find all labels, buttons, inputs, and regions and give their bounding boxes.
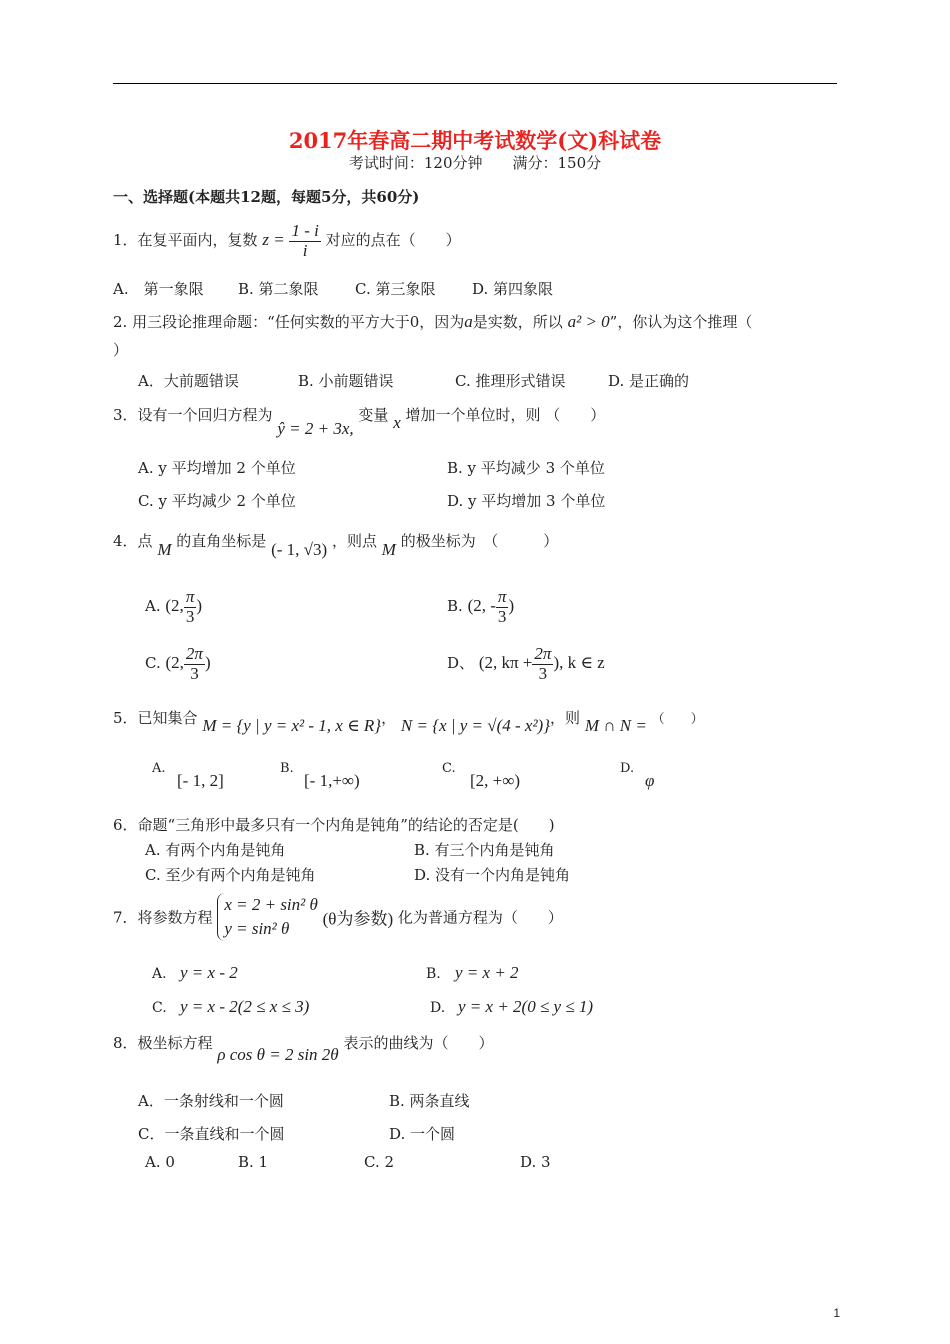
q8-option-b: B. 两条直线 xyxy=(389,1092,470,1110)
q4-c-pre: (2, xyxy=(165,653,184,673)
q4-c-den: 3 xyxy=(190,663,199,683)
question-4 xyxy=(113,530,559,559)
q4-d-post: ), k ∈ z xyxy=(553,653,605,673)
q7-option-c: y = x - 2(2 ≤ x ≤ 3) xyxy=(180,997,310,1016)
question-1 xyxy=(113,222,461,260)
q4-a-post: ) xyxy=(196,596,203,616)
section-heading: 一、选择题(本题共12题，每题5分，共60分) xyxy=(113,188,420,206)
q8-stem: 8．极坐标方程 xyxy=(113,1034,213,1052)
q5-label-a: A. xyxy=(152,761,166,776)
q1-option-c: C. 第三象限 xyxy=(355,280,436,298)
q2-option-d: D. 是正确的 xyxy=(608,372,690,390)
q4-stem: 4．点 xyxy=(113,532,153,550)
q4-c-num: 2π xyxy=(185,644,203,663)
q7-label-d: D. xyxy=(430,1000,446,1016)
q4-c-label: C. xyxy=(145,654,161,673)
q4-d-pre: (2, kπ + xyxy=(478,653,533,673)
q3-x: x xyxy=(393,413,401,432)
q5-paren: （ ） xyxy=(651,712,704,727)
q4-option-d xyxy=(447,645,605,683)
q4-b-post: ) xyxy=(508,596,515,616)
q1-tail: 对应的点在（ ） xyxy=(325,231,461,250)
q2-mid: 是实数，所以 xyxy=(472,313,563,331)
exam-subtitle: 考试时间：120分钟 满分：150分 xyxy=(348,154,602,172)
q2-stem: 2. 用三段论推理命题：“任何实数的平方大于0，因为 xyxy=(113,313,465,331)
q2-option-c: C. 推理形式错误 xyxy=(455,372,566,390)
extra-option-b: B. 1 xyxy=(238,1153,269,1171)
q2-option-a: A．大前题错误 xyxy=(138,372,239,390)
q7-label-a: A. xyxy=(152,966,167,982)
q1-option-b: B. 第二象限 xyxy=(238,280,319,298)
q5-intersection: M ∩ N = xyxy=(584,716,647,735)
q4-option-c xyxy=(145,645,211,683)
question-3 xyxy=(113,404,606,438)
question-6: 6．命题“三角形中最多只有一个内角是钝角”的结论的否定是( ) xyxy=(113,816,555,834)
q1-option-a: A. 第一象限 xyxy=(113,280,204,298)
q5-sep: ， xyxy=(381,709,397,727)
q2-continuation: ） xyxy=(113,341,129,359)
q7-option-b: y = x + 2 xyxy=(455,963,519,982)
q7-param: (θ为参数) xyxy=(322,909,394,929)
q4-c-frac xyxy=(184,645,205,683)
q4-c-post: ) xyxy=(204,653,211,673)
q8-option-c: C．一条直线和一个圆 xyxy=(138,1125,285,1143)
exam-title: 2017年春高二期中考试数学(文)科试卷 xyxy=(288,128,662,153)
q3-tail: 增加一个单位时，则 （ ） xyxy=(405,406,606,424)
q7-option-a: y = x - 2 xyxy=(180,963,238,982)
q8-option-d: D. 一个圆 xyxy=(389,1125,456,1143)
q5-stem: 5．已知集合 xyxy=(113,709,198,727)
q5-label-c: C. xyxy=(442,761,456,776)
q5-label-d: D. xyxy=(620,761,635,776)
q4-b-pre: (2, - xyxy=(467,596,496,616)
q7-system xyxy=(217,893,318,941)
q6-option-d: D. 没有一个内角是钝角 xyxy=(414,866,571,884)
q3-option-b: B. y 平均减少 3 个单位 xyxy=(447,459,605,477)
extra-option-c: C. 2 xyxy=(364,1153,395,1171)
q5-label-b: B. xyxy=(280,761,294,776)
q6-option-b: B. 有三个内角是钝角 xyxy=(414,841,555,859)
question-8 xyxy=(113,1032,494,1064)
extra-option-a: A. 0 xyxy=(145,1153,175,1171)
q7-stem: 7．将参数方程 xyxy=(113,908,213,927)
q4-d-label: D、 xyxy=(447,654,475,673)
q4-point-m: M xyxy=(157,540,172,559)
q7-label-b: B. xyxy=(426,966,441,982)
q4-mid2: ，则点 xyxy=(331,532,377,550)
q4-option-b xyxy=(447,588,514,626)
q5-sep2: ，则 xyxy=(550,709,581,727)
q5-option-a: [- 1, 2] xyxy=(177,771,224,790)
q1-den: i xyxy=(302,240,308,260)
q4-b-num: π xyxy=(497,587,507,606)
q4-a-den: 3 xyxy=(185,606,195,626)
q3-stem: 3．设有一个回归方程为 xyxy=(113,406,273,424)
q4-mid: 的直角坐标是 xyxy=(176,532,267,550)
q7-label-c: C. xyxy=(152,1000,167,1016)
q6-option-c: C. 至少有两个内角是钝角 xyxy=(145,866,316,884)
q4-a-pre: (2, xyxy=(165,596,184,616)
q8-option-a: A．一条射线和一个圆 xyxy=(138,1092,284,1110)
q3-option-d: D. y 平均增加 3 个单位 xyxy=(447,492,606,510)
q3-eq: ŷ = 2 + 3x, xyxy=(277,419,354,438)
q7-tail: 化为普通方程为（ ） xyxy=(397,908,563,927)
q4-b-frac xyxy=(496,588,509,626)
question-2 xyxy=(113,311,752,332)
q1-option-d: D. 第四象限 xyxy=(472,280,554,298)
q4-coord: (- 1, √3) xyxy=(271,540,328,559)
q6-option-a: A. 有两个内角是钝角 xyxy=(145,841,286,859)
q2-tail: ”，你认为这个推理（ xyxy=(609,313,753,331)
q7-line2: y = sin² θ xyxy=(224,918,290,938)
q7-line1: x = 2 + sin² θ xyxy=(224,895,318,914)
q4-point-m2: M xyxy=(381,540,396,559)
q3-option-a: A. y 平均增加 2 个单位 xyxy=(138,459,296,477)
q5-set-n: N = {x | y = √(4 - x²)} xyxy=(400,716,551,735)
q8-tail: 表示的曲线为（ ） xyxy=(343,1034,494,1052)
q2-option-b: B. 小前题错误 xyxy=(298,372,394,390)
q1-stem: 1．在复平面内，复数 xyxy=(113,231,258,250)
q5-option-c: [2, +∞) xyxy=(470,771,521,790)
q4-tail: 的极坐标为 （ ） xyxy=(400,532,559,550)
q7-option-d: y = x + 2(0 ≤ y ≤ 1) xyxy=(458,997,594,1016)
q4-b-den: 3 xyxy=(497,606,507,626)
q4-d-den: 3 xyxy=(538,663,548,683)
q1-num: 1 - i xyxy=(291,221,319,240)
page-number: 1 xyxy=(833,1306,840,1320)
q1-z: z = xyxy=(262,230,285,250)
header-rule xyxy=(113,83,837,84)
extra-option-d: D. 3 xyxy=(520,1153,551,1171)
q2-a: a xyxy=(464,312,473,331)
q4-a-frac xyxy=(184,588,197,626)
q3-option-c: C. y 平均减少 2 个单位 xyxy=(138,492,296,510)
q5-set-m: M = {y | y = x² - 1, x ∈ R} xyxy=(202,716,382,735)
q2-ineq: a² > 0 xyxy=(567,312,610,331)
q4-option-a xyxy=(145,588,202,626)
question-7 xyxy=(113,893,563,941)
q1-fraction xyxy=(289,222,320,260)
q8-eq: ρ cos θ = 2 sin 2θ xyxy=(217,1045,339,1064)
q4-a-num: π xyxy=(185,587,195,606)
q3-mid: 变量 xyxy=(358,406,389,424)
q4-a-label: A. xyxy=(145,597,161,616)
q4-d-frac xyxy=(532,645,553,683)
q5-option-d: φ xyxy=(645,771,655,790)
q5-option-b: [- 1,+∞) xyxy=(304,771,360,790)
q4-b-label: B. xyxy=(447,597,463,616)
q4-d-num: 2π xyxy=(534,644,552,663)
question-5 xyxy=(113,707,704,735)
